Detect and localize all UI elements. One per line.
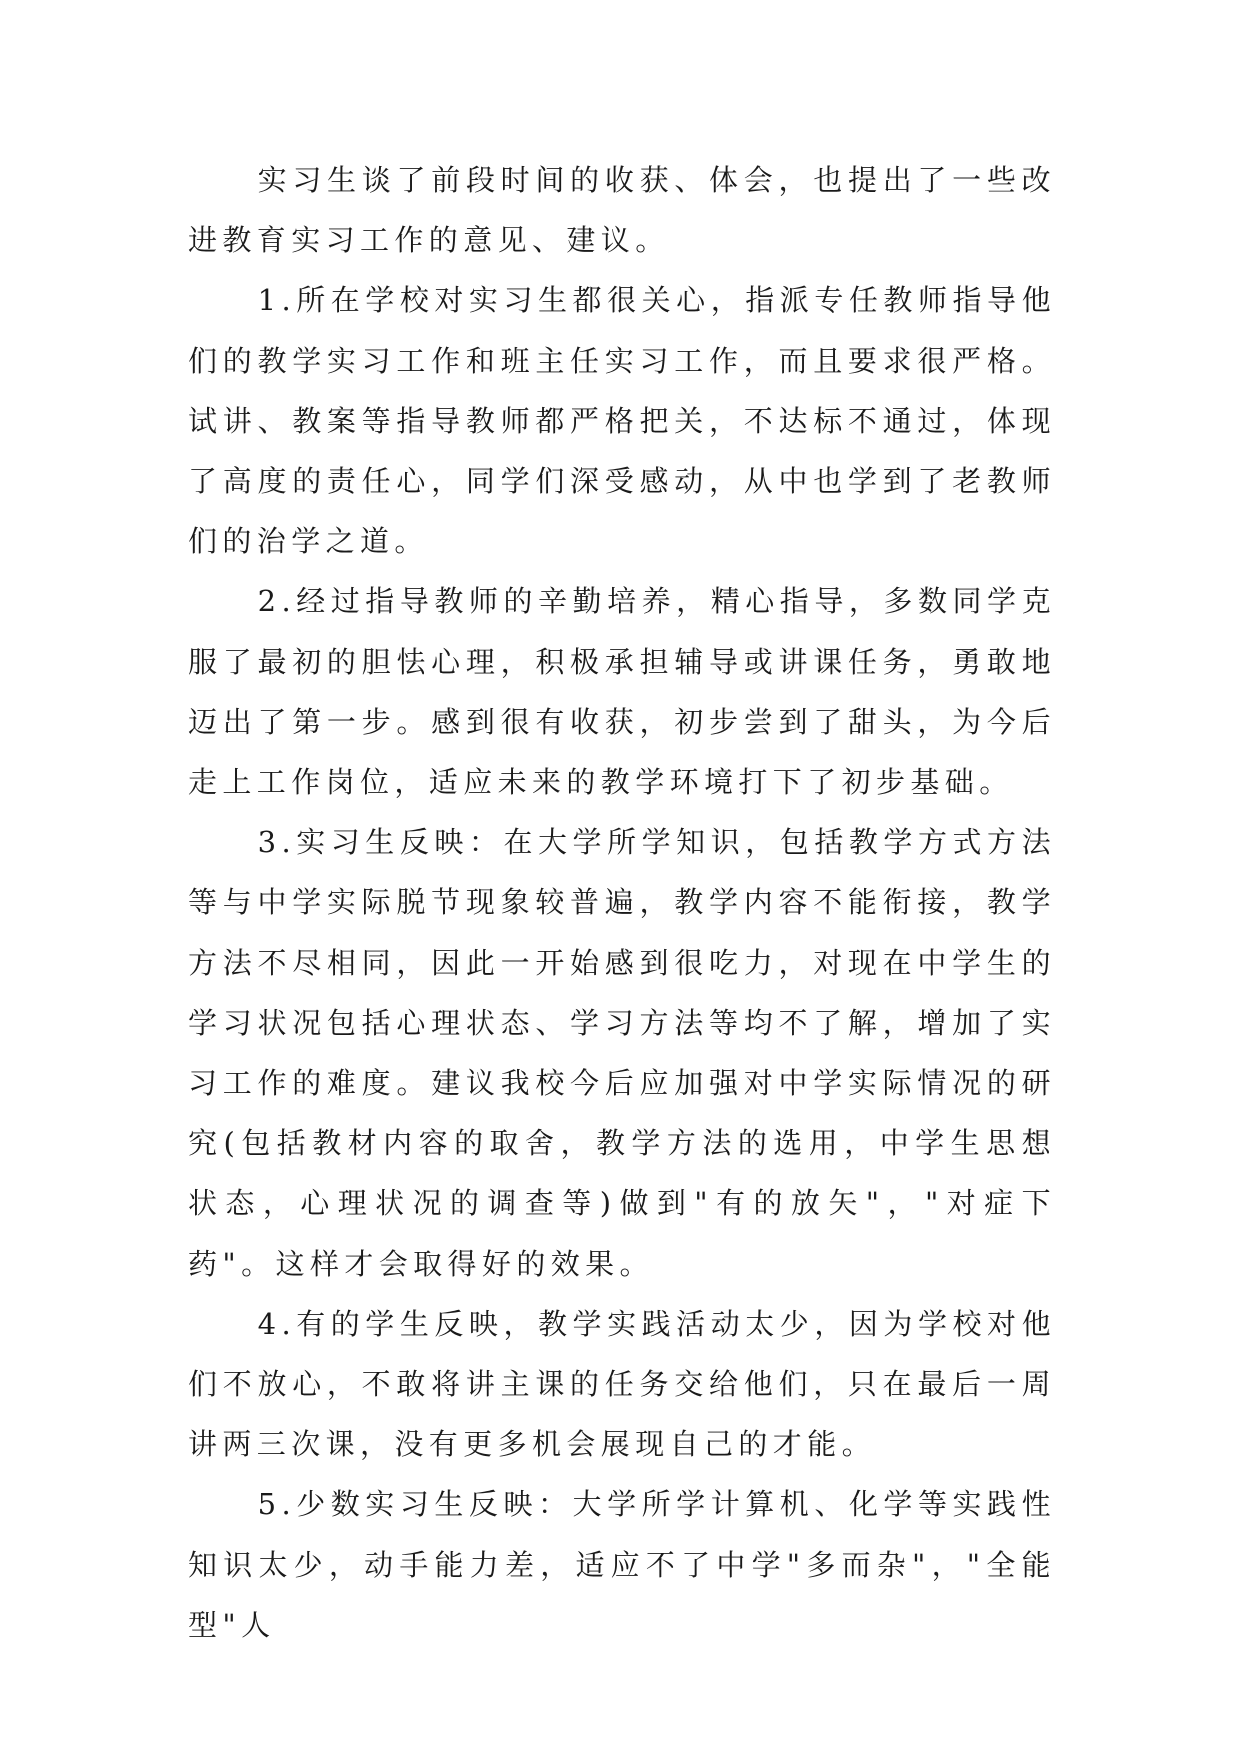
- paragraph-item-1: 1.所在学校对实习生都很关心，指派专任教师指导他们的教学实习工作和班主任实习工作，而且要求很严格。试讲、教案等指导教师都严格把关，不达标不通过，体现了高度的责任心，同学们深受感动，从中也学到了老教师们的治学之道。: [188, 283, 1056, 559]
- paragraph-intro: 实习生谈了前段时间的收获、体会，也提出了一些改进教育实习工作的意见、建议。: [188, 163, 1056, 258]
- paragraph-item-3: 3.实习生反映：在大学所学知识，包括教学方式方法等与中学实际脱节现象较普遍，教学内容不能衔接，教学方法不尽相同，因此一开始感到很吃力，对现在中学生的学习状况包括心理状态、学习方法等均不了解，增加了实习工作的难度。建议我校今后应加强对中学实际情况的研究(包括教材内容的取舍，教学方法的选用，中学生思想状态，心理状况的调查等)做到"有的放矢"，"对症下药"。这样才会取得好的效果。: [188, 825, 1056, 1281]
- paragraph-item-5: 5.少数实习生反映：大学所学计算机、化学等实践性知识太少，动手能力差，适应不了中学"多而杂"，"全能型"人: [188, 1487, 1056, 1642]
- paragraph-item-2: 2.经过指导教师的辛勤培养，精心指导，多数同学克服了最初的胆怯心理，积极承担辅导或讲课任务，勇敢地迈出了第一步。感到很有收获，初步尝到了甜头，为今后走上工作岗位，适应未来的教学环境打下了初步基础。: [188, 584, 1056, 800]
- paragraph-item-4: 4.有的学生反映，教学实践活动太少，因为学校对他们不放心，不敢将讲主课的任务交给他们，只在最后一周讲两三次课，没有更多机会展现自己的才能。: [188, 1306, 1056, 1462]
- document-body: [188, 150, 1056, 1655]
